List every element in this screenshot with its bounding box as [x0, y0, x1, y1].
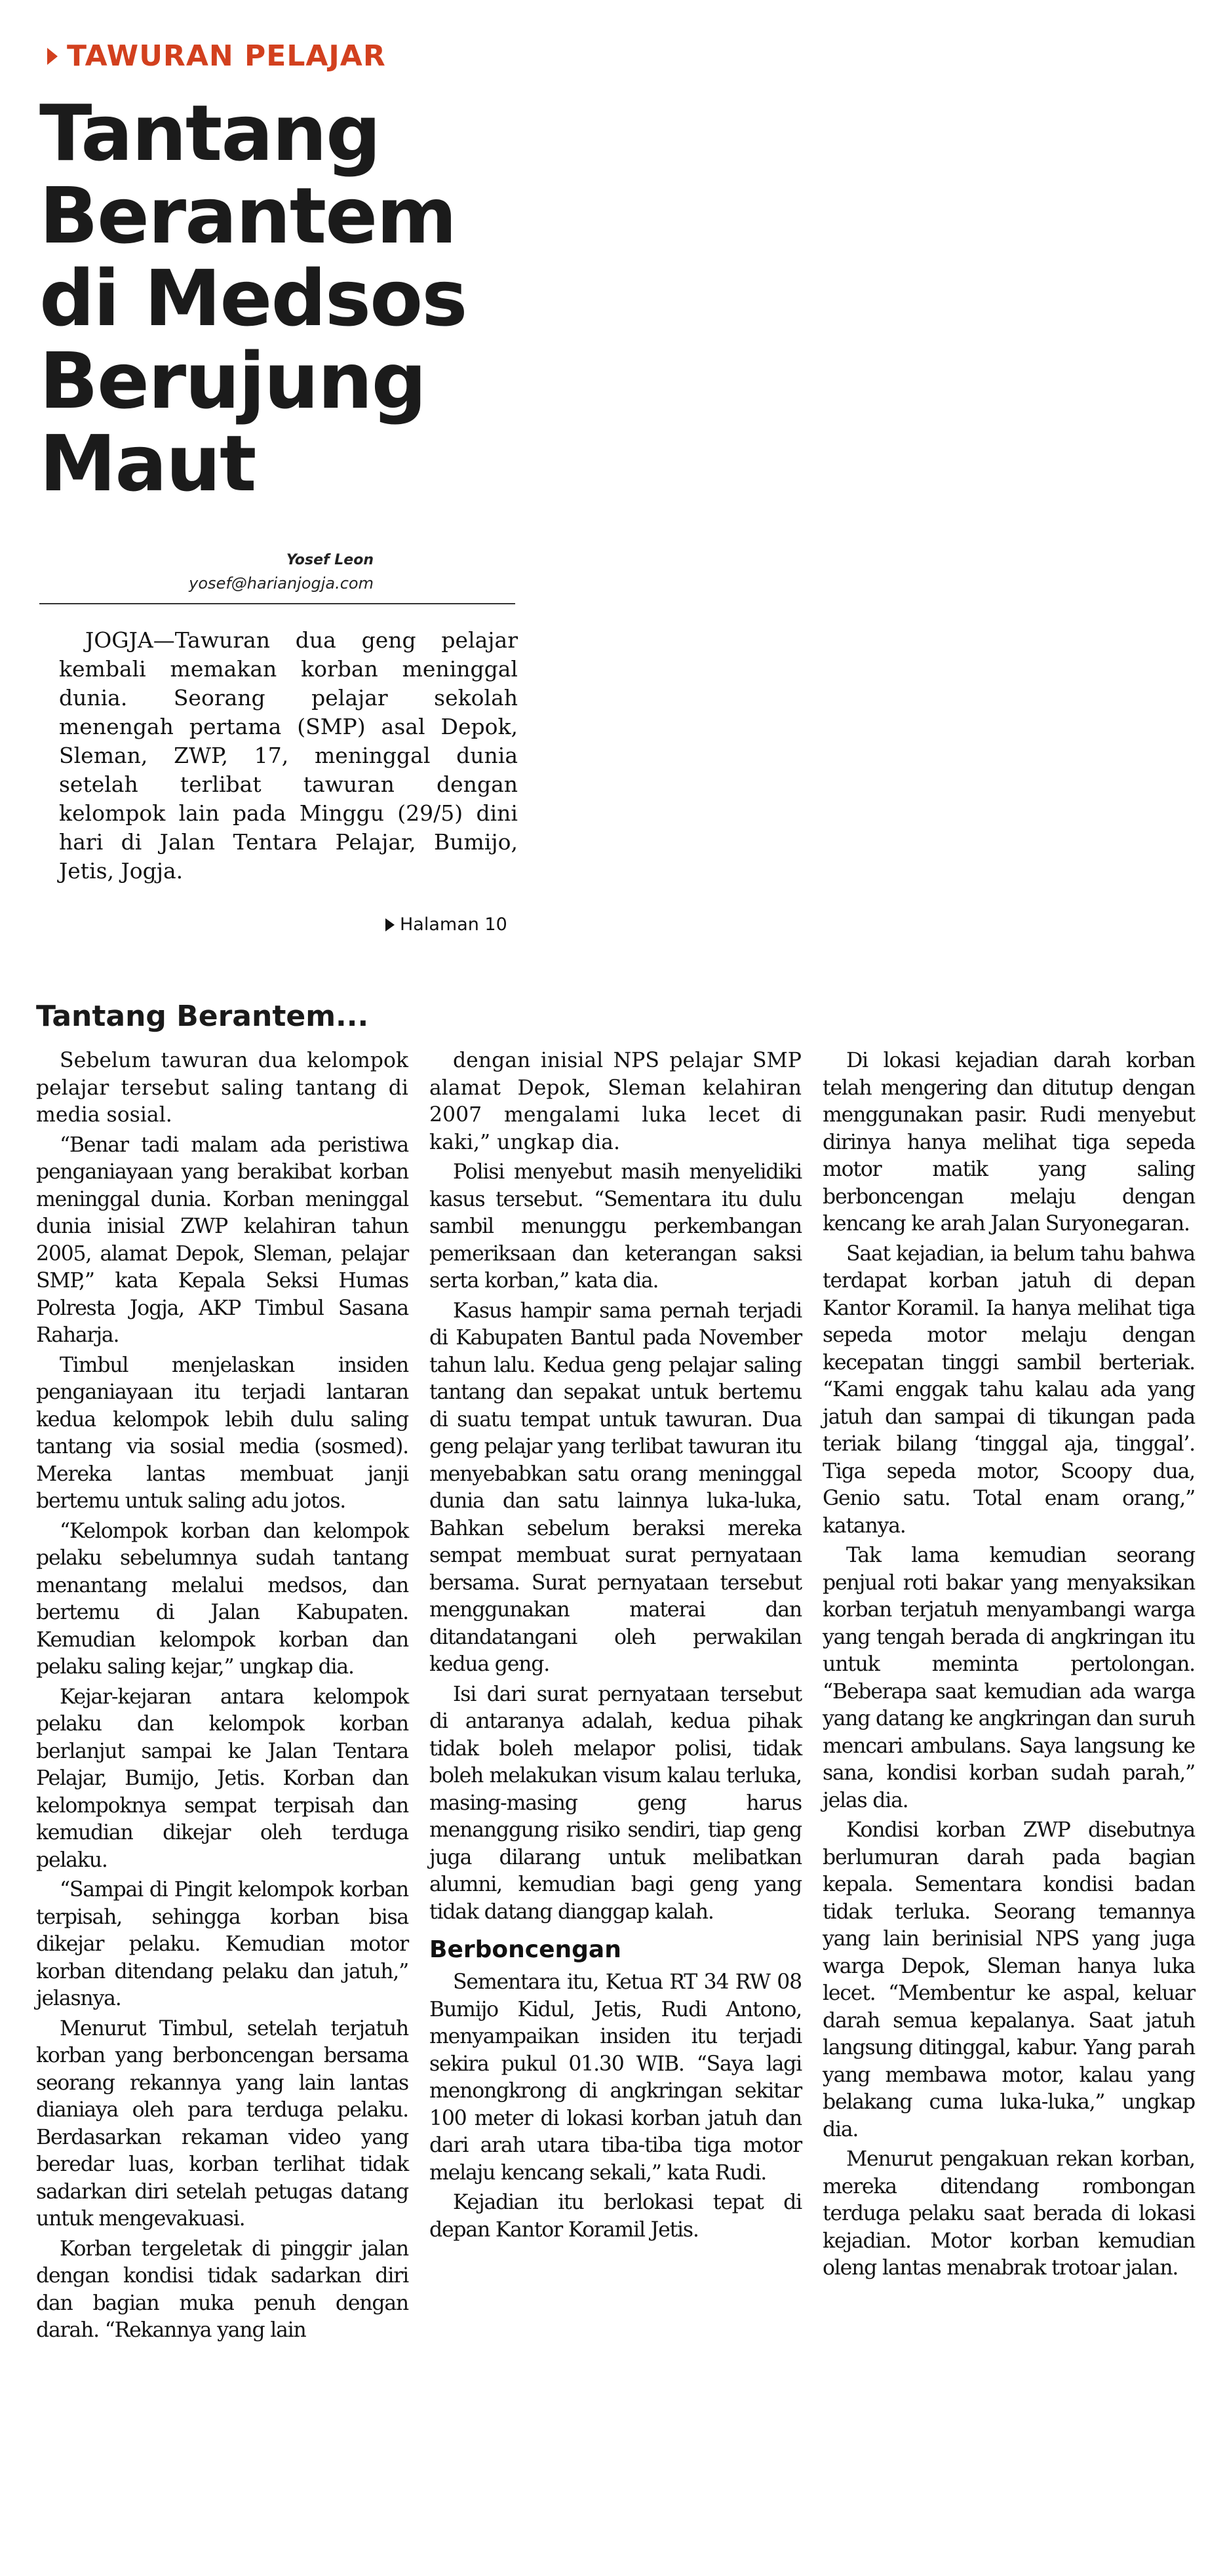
article-column-3	[823, 1047, 1195, 2285]
paragraph: Di lokasi kejadian darah korban telah mengering dan ditutup dengan menggunakan pasir. Rudi menyebut dirinya hanya melihat tiga sepeda motor matik yang saling berboncengan melaju dengan kencang ke arah Jalan Suryonegaran.	[823, 1049, 1195, 1236]
paragraph: “Benar tadi malam ada peristiwa penganiayaan yang berakibat korban meninggal dunia. Korban meninggal dunia inisial ZWP kelahiran tahun 2005, alamat Depok, Sleman, pelajar SMP,” kata Kepala Seksi Humas Polresta Jogja, AKP Timbul Sasana Raharja.	[36, 1133, 408, 1347]
page-jump	[385, 914, 507, 935]
author-name: Yosef Leon	[286, 552, 374, 568]
paragraph: Sementara itu, Ketua RT 34 RW 08 Bumijo Kidul, Jetis, Rudi Antono, menyampaikan insiden itu terjadi sekira pukul 01.30 WIB. “Saya lagi menongkrong di angkringan sekitar 100 meter di lokasi korban jatuh dan dari arah utara tiba-tiba tiga motor melaju kencang sekali,” kata Rudi.	[429, 1970, 802, 2185]
play-arrow-icon	[385, 918, 395, 931]
page-jump-label: Halaman 10	[400, 914, 507, 935]
kicker-label: TAWURAN PELAJAR	[67, 39, 386, 73]
paragraph: “Kelompok korban dan kelompok pelaku sebelumnya sudah tantang menantang melalui medsos, dan bertemu di Jalan Kabupaten. Kemudian kelompok korban dan pelaku saling kejar,” ungkap dia.	[36, 1519, 408, 1679]
paragraph: Kasus hampir sama pernah terjadi di Kabupaten Bantul pada November tahun lalu. Kedua geng pelajar saling tantang dan sepakat untuk bertemu di suatu tempat untuk tawuran. Dua geng pelajar yang terlibat tawuran itu menyebabkan satu orang meninggal dunia dan satu lainnya luka-luka, Bahkan sebelum beraksi mereka sempat membuat surat pernyataan bersama. Surat pernyataan tersebut menggunakan materai dan ditandatangani oleh perwakilan kedua geng.	[429, 1298, 802, 1676]
article-column-2	[429, 1047, 802, 2246]
headline-line: di Medsos	[39, 253, 467, 343]
paragraph: Kejadian itu berlokasi tepat di depan Kantor Koramil Jetis.	[429, 2191, 802, 2242]
headline-line: Berujung	[39, 336, 426, 426]
headline	[39, 88, 537, 509]
paragraph: Polisi menyebut masih menyelidiki kasus tersebut. “Sementara itu dulu sambil menunggu perkembangan pemeriksaan dan keterangan saksi serta korban,” kata dia.	[429, 1160, 802, 1293]
play-arrow-icon	[47, 48, 58, 65]
headline-line: Maut	[39, 418, 256, 509]
paragraph: Tak lama kemudian seorang penjual roti bakar yang menyaksikan korban terjatuh menyambangi warga yang tengah berada di angkringan itu untuk meminta pertolongan. “Beberapa saat kemudian ada warga yang datang ke angkringan dan suruh mencari ambulans. Saya langsung ke sana, kondisi korban sudah parah,” jelas dia.	[823, 1544, 1195, 1812]
paragraph: Sebelum tawuran dua kelompok pelajar tersebut saling tantang di media sosial.	[36, 1049, 408, 1127]
subhead: Berboncengan	[429, 1936, 621, 1963]
byline	[39, 549, 374, 595]
paragraph: “Sampai di Pingit kelompok korban terpisah, sehingga korban bisa dikejar pelaku. Kemudian motor korban ditendang pelaku dan jatuh,” jelasnya.	[36, 1878, 408, 2010]
continuation-title: Tantang Berantem...	[36, 1000, 369, 1033]
paragraph: Kondisi korban ZWP disebutnya berlumuran darah pada bagian kepala. Sementara kondisi badan tidak terluka. Seorang temannya yang lain berinisial NPS yang juga warga Depok, Sleman hanya luka lecet. “Membentur ke aspal, keluar darah semua kepalanya. Saat jatuh langsung ditinggal, kabur. Yang parah yang membawa motor, kalau yang belakang cuma luka-luka,” ungkap dia.	[823, 1818, 1195, 2141]
paragraph: Menurut Timbul, setelah terjatuh korban yang berboncengan bersama seorang rekannya yang lain lantas dianiaya oleh para terduga pelaku. Berdasarkan rekaman video yang beredar luas, korban terlihat tidak sadarkan diri setelah petugas datang untuk mengevakuasi.	[36, 2016, 408, 2231]
section-kicker	[47, 39, 386, 73]
paragraph: Saat kejadian, ia belum tahu bahwa terdapat korban jatuh di depan Kantor Koramil. Ia hanya melihat tiga sepeda motor melaju dengan kecepatan tinggi sambil berteriak. “Kami enggak tahu kalau ada yang jatuh dan sampai di tikungan pada teriak bilang ‘tinggal aja, tinggal’. Tiga sepeda motor, Scoopy dua, Genio satu. Total enam orang,” katanya.	[823, 1241, 1195, 1538]
author-email: yosef@harianjogja.com	[189, 574, 374, 593]
paragraph: Timbul menjelaskan insiden penganiayaan itu terjadi lantaran kedua kelompok lebih dulu saling tantang via sosial media (sosmed). Mereka lantas membuat janji bertemu untuk saling adu jotos.	[36, 1353, 408, 1513]
headline-line: Tantang	[39, 88, 380, 178]
paragraph: Kejar-kejaran antara kelompok pelaku dan kelompok korban berlanjut sampai ke Jalan Tentara Pelajar, Bumijo, Jetis. Korban dan kelompoknya sempat terpisah dan kemudian dikejar oleh terduga pelaku.	[36, 1685, 408, 1872]
paragraph: Isi dari surat pernyataan tersebut di antaranya adalah, kedua pihak tidak boleh melapor polisi, tidak boleh melakukan visum kalau terluka, masing-masing geng harus menanggung risiko sendiri, tiap geng juga dilarang untuk melibatkan alumni, kemudian bagi geng yang tidak datang dianggap kalah.	[429, 1682, 802, 1924]
paragraph: Korban tergeletak di pinggir jalan dengan kondisi tidak sadarkan diri dan bagian muka penuh dengan darah. “Rekannya yang lain	[36, 2236, 408, 2342]
paragraph: dengan inisial NPS pelajar SMP alamat Depok, Sleman kelahiran 2007 mengalami luka lecet di kaki,” ungkap dia.	[429, 1049, 802, 1154]
article-column-1	[36, 1047, 408, 2347]
byline-divider	[39, 603, 515, 604]
lead-paragraph: JOGJA—Tawuran dua geng pelajar kembali memakan korban meninggal dunia. Seorang pelajar sekolah menengah pertama (SMP) asal Depok, Sleman, ZWP, 17, meninggal dunia setelah terlibat tawuran dengan kelompok lain pada Minggu (29/5) dini hari di Jalan Tentara Pelajar, Bumijo, Jetis, Jogja.	[59, 627, 518, 884]
paragraph: Menurut pengakuan rekan korban, mereka ditendang rombongan terduga pelaku saat berada di lokasi kejadian. Motor korban kemudian oleng lantas menabrak trotoar jalan.	[823, 2147, 1195, 2280]
headline-line: Berantem	[39, 170, 456, 261]
